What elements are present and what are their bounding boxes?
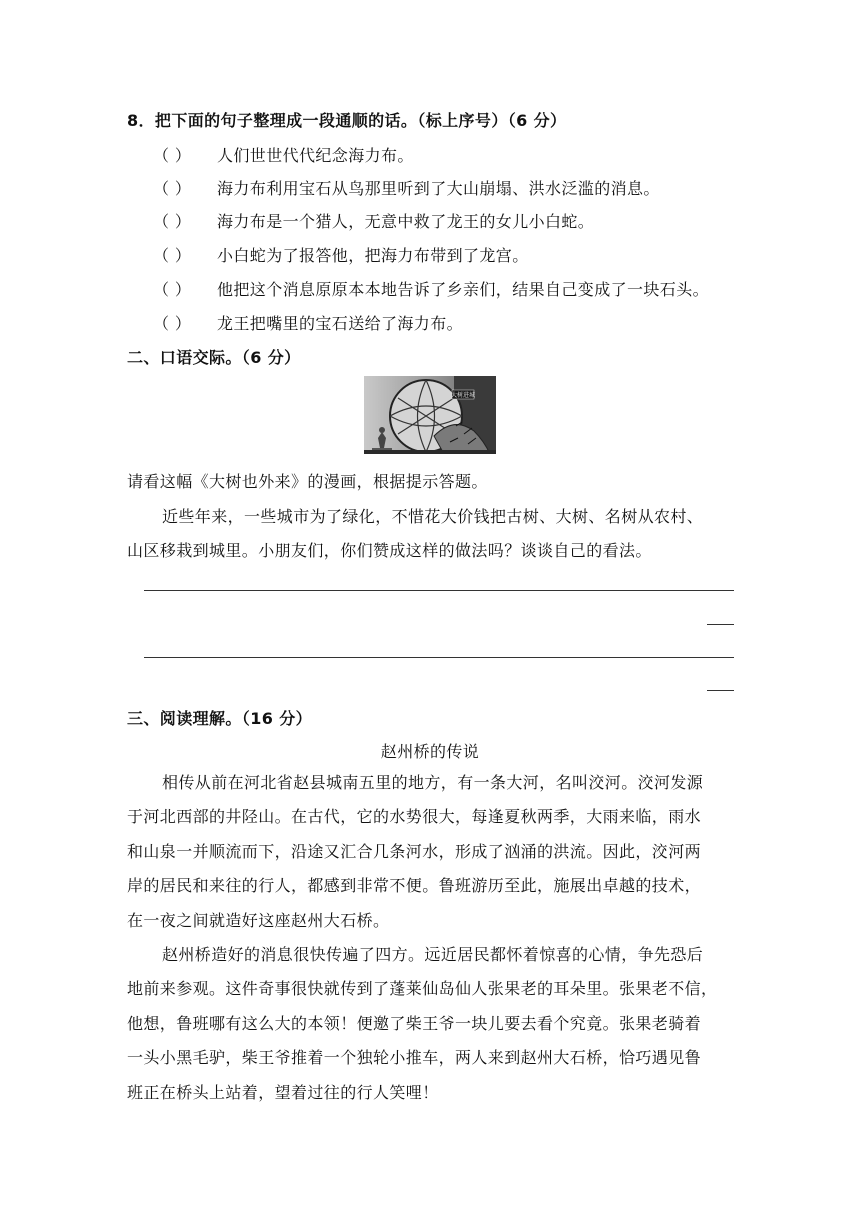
answer-option [153, 212, 594, 232]
passage-line: 一头小黑毛驴，柴王爷推着一个独轮小推车，两人来到赵州大石桥，恰巧遇见鲁 [127, 1048, 702, 1067]
answer-blank[interactable]: （ ） [153, 280, 192, 299]
passage-line: 赵州桥造好的消息很快传遍了四方。远近居民都怀着惊喜的心情，争先恐后 [162, 945, 704, 964]
prompt-line-1: 近些年来，一些城市为了绿化，不惜花大价钱把古树、大树、名树从农村、 [162, 507, 704, 526]
option-text: 龙王把嘴里的宝石送给了海力布。 [217, 314, 464, 333]
answer-option [153, 314, 463, 334]
option-text: 小白蛇为了报答他，把海力布带到了龙宫。 [217, 246, 529, 265]
section-2-heading: 二、口语交际。（6 分） [127, 348, 301, 367]
comic-intro: 请看这幅《大树也外来》的漫画，根据提示答题。 [127, 472, 488, 491]
comic-image [364, 376, 496, 454]
answer-option [153, 146, 414, 166]
option-text: 海力布利用宝石从鸟那里听到了大山崩塌、洪水泛滥的消息。 [217, 179, 660, 198]
passage-line: 岸的居民和来往的行人，都感到非常不便。鲁班游历至此，施展出卓越的技术， [127, 876, 702, 895]
option-text: 他把这个消息原原本本地告诉了乡亲们，结果自己变成了一块石头。 [217, 280, 710, 299]
answer-line[interactable] [144, 590, 734, 591]
prompt-line-2: 山区移栽到城里。小朋友们，你们赞成这样的做法吗？谈谈自己的看法。 [127, 541, 652, 560]
section-3-heading: 三、阅读理解。（16 分） [127, 709, 313, 728]
option-text: 人们世世代代纪念海力布。 [217, 146, 414, 165]
passage-line: 他想，鲁班哪有这么大的本领！便邀了柴王爷一块儿要去看个究竟。张果老骑着 [127, 1014, 702, 1033]
passage-line: 班正在桥头上站着，望着过往的行人笑哩！ [127, 1083, 439, 1102]
answer-blank[interactable]: （ ） [153, 212, 192, 231]
option-text: 海力布是一个猎人，无意中救了龙王的女儿小白蛇。 [217, 212, 595, 231]
answer-line-end [707, 624, 734, 625]
answer-option [153, 246, 529, 266]
answer-option [153, 179, 660, 199]
answer-blank[interactable]: （ ） [153, 314, 192, 333]
question-8-title: 8．把下面的句子整理成一段通顺的话。（标上序号）（6 分） [127, 111, 567, 130]
passage-line: 和山泉一并顺流而下，沿途又汇合几条河水，形成了汹涌的洪流。因此，洨河两 [127, 842, 702, 861]
answer-line-end [707, 690, 734, 691]
passage-line: 地前来参观。这件奇事很快就传到了蓬莱仙岛仙人张果老的耳朵里。张果老不信， [127, 979, 718, 998]
answer-option [153, 280, 709, 300]
answer-line[interactable] [144, 657, 734, 658]
passage-line: 在一夜之间就造好这座赵州大石桥。 [127, 911, 390, 930]
passage-line: 于河北西部的井陉山。在古代，它的水势很大，每逢夏秋两季，大雨来临，雨水 [127, 807, 702, 826]
passage-line: 相传从前在河北省赵县城南五里的地方，有一条大河，名叫洨河。洨河发源 [162, 773, 704, 792]
answer-blank[interactable]: （ ） [153, 246, 192, 265]
comic-sign-text: 大树进城 [450, 392, 476, 399]
answer-blank[interactable]: （ ） [153, 179, 192, 198]
passage-title: 赵州桥的传说 [380, 742, 480, 761]
answer-blank[interactable]: （ ） [153, 146, 192, 165]
